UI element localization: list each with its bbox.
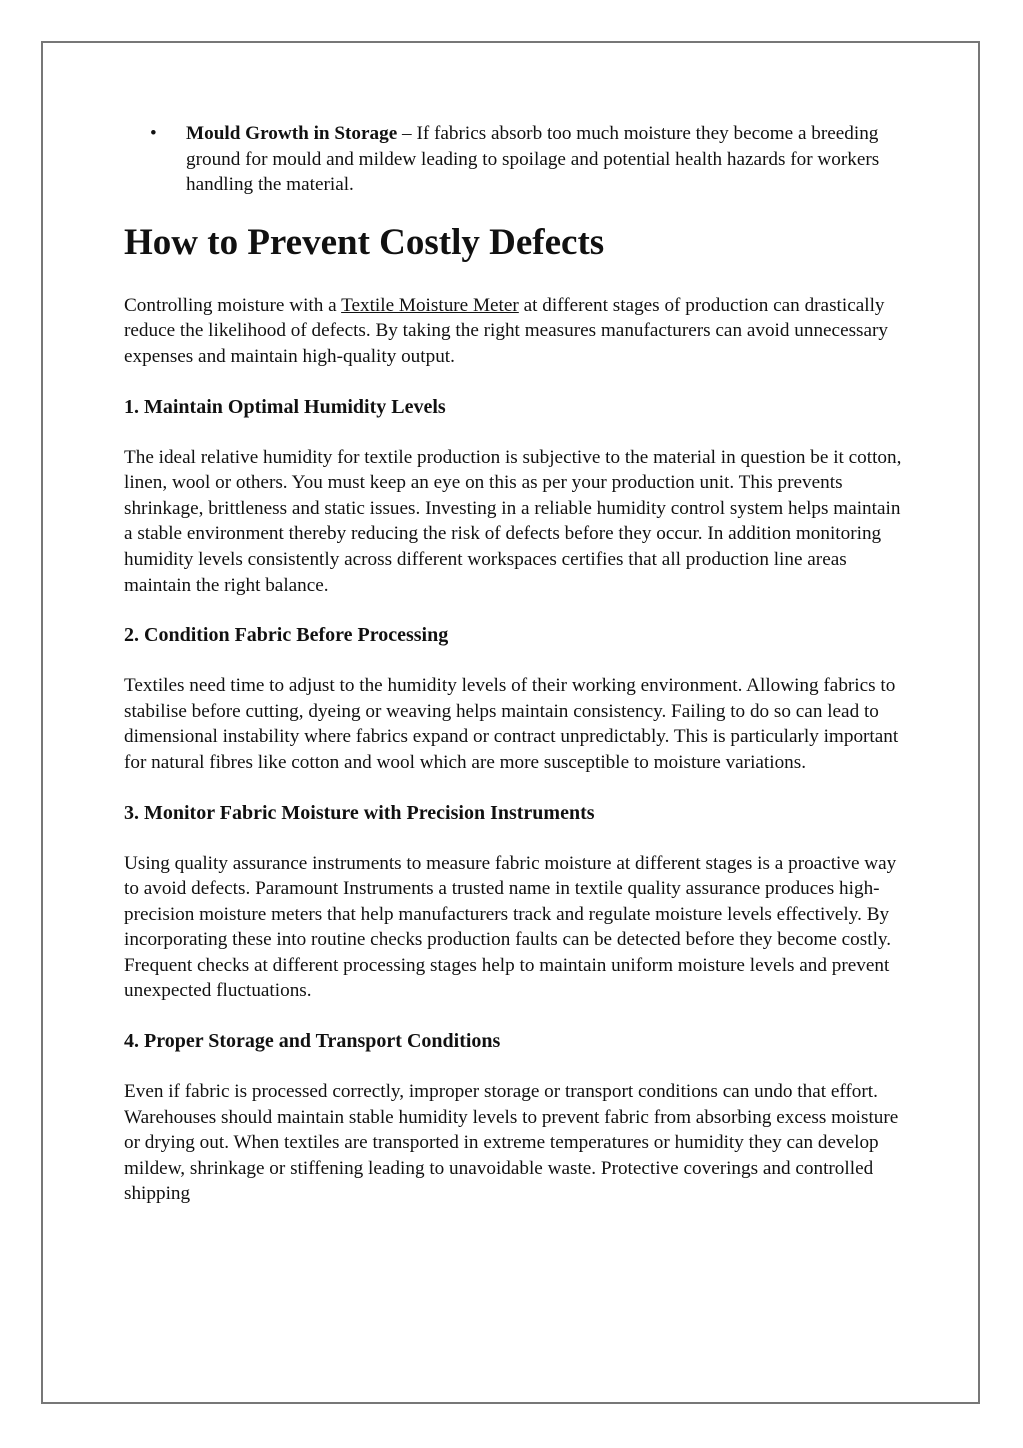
- section-body-3: Using quality assurance instruments to measure fabric moisture at different stages is a proactive way to avoid defects. Paramount Instruments a trusted name in textile quality assurance produces high-precision moisture meters that help manufacturers track and regulate moisture levels effectively. By incorporating these into routine checks production faults can be detected before they become costly. Frequent checks at different processing stages help to maintain uniform moisture levels and prevent unexpected fluctuations.: [124, 852, 897, 1002]
- section-heading-4: 4. Proper Storage and Transport Conditions: [124, 1030, 501, 1053]
- document-body: [124, 121, 904, 1207]
- bullet-marker: •: [150, 123, 157, 144]
- intro-after-link: at different stages of production can drastically reduce the likelihood of defects. By taking the right measures manufacturers can avoid unnecessary expenses and maintain high-quality output.: [124, 294, 889, 367]
- intro-paragraph: [124, 293, 904, 370]
- bullet-text: – If fabrics absorb too much moisture they become a breeding ground for mould and mildew leading to spoilage and potential health hazards for workers handling the material.: [186, 123, 880, 196]
- section-body-2: Textiles need time to adjust to the humidity levels of their working environment. Allowing fabrics to stabilise before cutting, dyeing or weaving helps maintain consistency. Failing to do so can lead to dimensional instability where fabrics expand or contract unpredictably. This is particularly important for natural fibres like cotton and wool which are more susceptible to moisture variations.: [124, 675, 899, 773]
- textile-moisture-meter-link[interactable]: Textile Moisture Meter: [341, 294, 519, 316]
- bullet-item: [124, 121, 904, 198]
- bullet-title: Mould Growth in Storage: [186, 123, 398, 144]
- section-body-4: Even if fabric is processed correctly, improper storage or transport conditions can undo that effort. Warehouses should maintain stable humidity levels to prevent fabric from absorbing excess moisture or drying out. When textiles are transported in extreme temperatures or humidity they can develop mildew, shrinkage or stiffening leading to unavoidable waste. Protective coverings and controlled shipping: [124, 1081, 899, 1205]
- page-heading: How to Prevent Costly Defects: [124, 221, 605, 263]
- section-heading-2: 2. Condition Fabric Before Processing: [124, 624, 449, 647]
- section-body-1: The ideal relative humidity for textile production is subjective to the material in question be it cotton, linen, wool or others. You must keep an eye on this as per your production unit. This prevents shrinkage, brittleness and static issues. Investing in a reliable humidity control system helps maintain a stable environment thereby reducing the risk of defects before they occur. In addition monitoring humidity levels consistently across different workspaces certifies that all production line areas maintain the right balance.: [124, 446, 902, 596]
- section-heading-1: 1. Maintain Optimal Humidity Levels: [124, 395, 446, 418]
- intro-before-link: Controlling moisture with a: [124, 294, 342, 316]
- section-heading-3: 3. Monitor Fabric Moisture with Precision Instruments: [124, 801, 595, 824]
